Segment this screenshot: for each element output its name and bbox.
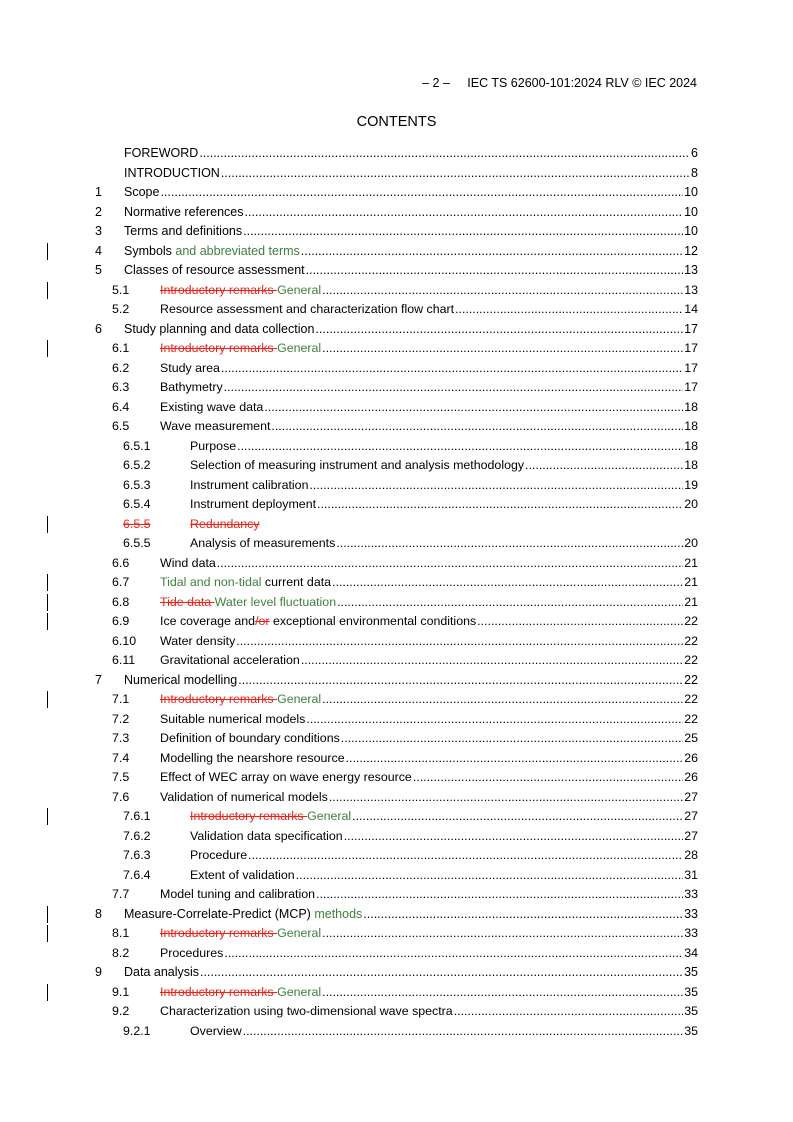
toc-entry-title bbox=[124, 963, 199, 983]
toc-entry-title bbox=[190, 437, 236, 457]
toc-entry-number: 6.5 bbox=[112, 419, 130, 433]
toc-entry[interactable] bbox=[95, 242, 698, 262]
toc-entry-number: 6.5.4 bbox=[123, 497, 151, 511]
toc-entry-page-number: 17 bbox=[684, 341, 698, 355]
toc-entry[interactable] bbox=[95, 807, 698, 827]
toc-entry[interactable] bbox=[95, 398, 698, 418]
toc-entry[interactable] bbox=[95, 905, 698, 925]
deleted-text: Introductory remarks bbox=[160, 984, 278, 999]
toc-entry-page-number: 35 bbox=[684, 1004, 698, 1018]
dot-leader bbox=[322, 339, 683, 359]
toc-entry-number: 6.5.2 bbox=[123, 458, 151, 472]
title-text: Measure-Correlate-Predict (MCP) bbox=[124, 906, 315, 921]
dot-leader bbox=[477, 612, 683, 632]
toc-entry-page-number: 35 bbox=[684, 984, 698, 999]
title-text: Modelling the nearshore resource bbox=[160, 750, 345, 765]
toc-entry-title bbox=[124, 144, 198, 164]
inserted-text: General bbox=[277, 341, 322, 355]
dot-leader bbox=[271, 417, 683, 437]
toc-entry[interactable] bbox=[95, 944, 698, 964]
toc-entry-page-number: 33 bbox=[684, 926, 698, 940]
toc-entry-number: 7.6.2 bbox=[123, 828, 151, 843]
toc-entry-page-number: 25 bbox=[684, 731, 698, 745]
toc-entry-title bbox=[160, 612, 476, 632]
title-text: Data analysis bbox=[124, 965, 200, 979]
toc-entry[interactable] bbox=[95, 554, 698, 574]
toc-entry-title bbox=[160, 885, 315, 905]
toc-entry-title bbox=[190, 1022, 242, 1042]
toc-entry-number: 9.2 bbox=[112, 1004, 130, 1018]
dot-leader bbox=[309, 476, 683, 496]
title-text: Purpose bbox=[190, 438, 237, 453]
toc-entry-page-number: 10 bbox=[684, 224, 698, 238]
toc-entry[interactable] bbox=[95, 203, 698, 223]
toc-entry[interactable] bbox=[95, 339, 698, 359]
title-text: Instrument deployment bbox=[190, 497, 317, 511]
change-bar bbox=[47, 984, 48, 1001]
change-bar bbox=[47, 340, 48, 357]
deleted-text: /or bbox=[255, 614, 270, 628]
toc-entry[interactable] bbox=[95, 632, 698, 652]
inserted-text: Water level fluctuation bbox=[214, 594, 337, 609]
dot-leader bbox=[337, 593, 683, 613]
toc-entry[interactable] bbox=[95, 846, 698, 866]
toc-entry-page-number: 12 bbox=[684, 243, 698, 258]
dot-leader bbox=[322, 924, 683, 944]
toc-entry[interactable] bbox=[95, 924, 698, 944]
toc-entry[interactable] bbox=[95, 885, 698, 905]
toc-entry-number: 7.4 bbox=[112, 750, 130, 765]
toc-entry-title bbox=[190, 515, 260, 535]
change-bar bbox=[47, 516, 48, 533]
toc-entry[interactable] bbox=[95, 963, 698, 983]
toc-entry-title bbox=[160, 573, 331, 593]
dot-leader bbox=[363, 905, 683, 925]
dot-leader bbox=[329, 788, 683, 808]
toc-entry-number: 8.2 bbox=[112, 945, 130, 960]
toc-entry-title bbox=[160, 924, 321, 944]
toc-entry-number: 7 bbox=[95, 672, 102, 687]
toc-entry[interactable] bbox=[95, 417, 698, 437]
inserted-text: and abbreviated terms bbox=[175, 243, 300, 258]
toc-entry-page-number: 22 bbox=[684, 653, 698, 667]
change-bar bbox=[47, 574, 48, 591]
toc-entry-number: 6.5.3 bbox=[123, 477, 151, 492]
toc-entry-page-number: 27 bbox=[684, 809, 698, 823]
toc-entry-title bbox=[160, 417, 270, 437]
toc-entry-page-number: 8 bbox=[691, 165, 698, 180]
toc-entry-title bbox=[124, 905, 362, 925]
toc-entry-title bbox=[160, 281, 321, 301]
title-text: Existing wave data bbox=[160, 399, 264, 414]
toc-entry-title bbox=[160, 729, 340, 749]
toc-entry-number: 5 bbox=[95, 263, 102, 277]
toc-entry[interactable] bbox=[95, 651, 698, 671]
toc-entry-title bbox=[160, 710, 305, 730]
dot-leader bbox=[224, 944, 683, 964]
toc-entry-title bbox=[190, 456, 524, 476]
toc-entry-page-number: 22 bbox=[684, 692, 698, 706]
title-text: Scope bbox=[124, 185, 160, 199]
dot-leader bbox=[332, 573, 683, 593]
dot-leader bbox=[296, 866, 684, 886]
dot-leader bbox=[315, 320, 683, 340]
dot-leader bbox=[346, 749, 684, 769]
toc-entry-page-number: 21 bbox=[684, 594, 698, 609]
title-text: Symbols bbox=[124, 243, 176, 258]
toc-entry-number: 7.5 bbox=[112, 770, 130, 784]
toc-entry-number: 9.1 bbox=[112, 984, 130, 999]
toc-entry-title bbox=[160, 378, 223, 398]
dot-leader bbox=[306, 261, 683, 281]
toc-entry-page-number: 26 bbox=[684, 750, 698, 765]
title-text: Numerical modelling bbox=[124, 672, 238, 687]
dot-leader bbox=[344, 827, 684, 847]
toc-entry[interactable] bbox=[95, 359, 698, 379]
toc-entry-number: 5.1 bbox=[112, 282, 130, 297]
inserted-text: General bbox=[277, 984, 322, 999]
toc-entry[interactable] bbox=[95, 768, 698, 788]
toc-entry-page-number: 13 bbox=[684, 282, 698, 297]
change-bar bbox=[47, 808, 48, 825]
toc-entry-title bbox=[160, 983, 321, 1003]
title-text: FOREWORD bbox=[124, 146, 199, 160]
toc-entry[interactable] bbox=[95, 437, 698, 457]
toc-entry[interactable] bbox=[95, 573, 698, 593]
dot-leader bbox=[160, 183, 683, 203]
dot-leader bbox=[352, 807, 683, 827]
title-text: Suitable numerical models bbox=[160, 711, 306, 726]
toc-entry[interactable] bbox=[95, 710, 698, 730]
title-text: Gravitational acceleration bbox=[160, 653, 300, 667]
inserted-text: methods bbox=[314, 906, 363, 921]
toc-entry-number: 8 bbox=[95, 906, 102, 921]
title-text: INTRODUCTION bbox=[124, 165, 220, 180]
toc-entry-page-number: 22 bbox=[684, 711, 698, 726]
dot-leader bbox=[217, 554, 683, 574]
dot-leader bbox=[322, 690, 683, 710]
toc-entry-number: 9.2.1 bbox=[123, 1023, 151, 1038]
toc-entry-page-number: 19 bbox=[684, 477, 698, 492]
toc-entry-title bbox=[160, 398, 263, 418]
toc-entry-number: 6.4 bbox=[112, 399, 130, 414]
deleted-text: Tide data bbox=[160, 594, 215, 609]
toc-entry-page-number: 20 bbox=[684, 536, 698, 550]
toc-entry-title bbox=[190, 476, 308, 496]
title-text: Validation data specification bbox=[190, 828, 343, 843]
toc-entry-title bbox=[124, 222, 242, 242]
deleted-text: Introductory remarks bbox=[160, 282, 278, 297]
toc-entry-title bbox=[160, 632, 235, 652]
toc-entry-title bbox=[124, 671, 237, 691]
toc-entry[interactable] bbox=[95, 300, 698, 320]
title-text: Characterization using two-dimensional wave spectra bbox=[160, 1004, 453, 1018]
title-text: Model tuning and calibration bbox=[160, 887, 315, 901]
toc-entry-number: 6.9 bbox=[112, 614, 130, 628]
toc-entry[interactable] bbox=[95, 593, 698, 613]
dot-leader bbox=[317, 495, 683, 515]
toc-entry-page-number: 20 bbox=[684, 497, 698, 511]
toc-entry[interactable] bbox=[95, 515, 698, 535]
toc-entry-page-number: 26 bbox=[684, 770, 698, 784]
toc-entry-number: 7.6 bbox=[112, 789, 130, 804]
toc-entry[interactable] bbox=[95, 983, 698, 1003]
running-header: – 2 – IEC TS 62600-101:2024 RLV © IEC 2024 bbox=[422, 76, 697, 90]
toc-entry-title bbox=[160, 554, 216, 574]
toc-entry[interactable] bbox=[95, 183, 698, 203]
toc-entry-page-number: 27 bbox=[684, 828, 698, 843]
dot-leader bbox=[238, 671, 683, 691]
toc-entry-number: 7.7 bbox=[112, 887, 130, 901]
toc-entry[interactable] bbox=[95, 729, 698, 749]
toc-entry[interactable] bbox=[95, 866, 698, 886]
toc-entry[interactable] bbox=[95, 378, 698, 398]
toc-entry-title bbox=[160, 768, 412, 788]
toc-entry-number: 7.6.1 bbox=[123, 809, 151, 823]
toc-entry-page-number: 10 bbox=[684, 204, 698, 219]
toc-entry-number: 7.2 bbox=[112, 711, 130, 726]
toc-entry-number: 6.11 bbox=[112, 653, 136, 667]
toc-entry-number: 6.8 bbox=[112, 594, 130, 609]
toc-entry-title bbox=[160, 1002, 453, 1022]
title-text: Instrument calibration bbox=[190, 477, 309, 492]
toc-entry-title bbox=[124, 164, 220, 184]
toc-entry-number: 6.5.5 bbox=[123, 536, 151, 550]
change-bar bbox=[47, 691, 48, 708]
toc-entry-page-number: 33 bbox=[684, 906, 698, 921]
toc-entry-page-number: 27 bbox=[684, 789, 698, 804]
toc-entry-title bbox=[160, 944, 223, 964]
toc-entry-number: 6.5.5 bbox=[123, 516, 151, 531]
toc-entry-page-number: 34 bbox=[684, 945, 698, 960]
toc-entry-number: 7.6.4 bbox=[123, 867, 151, 882]
toc-entry-number: 2 bbox=[95, 204, 102, 219]
toc-entry[interactable] bbox=[95, 261, 698, 281]
dot-leader bbox=[224, 378, 684, 398]
toc-entry-number: 6.10 bbox=[112, 633, 137, 648]
inserted-text: General bbox=[277, 692, 322, 706]
toc-entry[interactable] bbox=[95, 612, 698, 632]
toc-entry-page-number: 18 bbox=[684, 419, 698, 433]
title-text: Validation of numerical models bbox=[160, 789, 328, 804]
toc-entry-title bbox=[160, 690, 321, 710]
toc-entry-number: 7.1 bbox=[112, 692, 130, 706]
dot-leader bbox=[221, 359, 683, 379]
title-text: Effect of WEC array on wave energy resource bbox=[160, 770, 412, 784]
inserted-text: General bbox=[277, 926, 322, 940]
change-bar bbox=[47, 613, 48, 630]
toc-entry-number: 9 bbox=[95, 965, 102, 979]
toc-entry-title bbox=[190, 846, 247, 866]
inserted-text: Tidal and non-tidal bbox=[160, 575, 262, 589]
toc-entry-number: 7.6.3 bbox=[123, 848, 151, 862]
page-title: CONTENTS bbox=[356, 114, 437, 130]
title-text: Terms and definitions bbox=[124, 224, 243, 238]
dot-leader bbox=[248, 846, 683, 866]
toc-entry-number: 6.6 bbox=[112, 555, 130, 570]
toc-entry-page-number: 33 bbox=[684, 887, 698, 901]
dot-leader bbox=[301, 242, 683, 262]
title-text: Resource assessment and characterization flow chart bbox=[160, 302, 455, 316]
dot-leader bbox=[200, 963, 683, 983]
dot-leader bbox=[322, 281, 683, 301]
title-text: Procedures bbox=[160, 945, 224, 960]
toc-entry[interactable] bbox=[95, 144, 698, 164]
dot-leader bbox=[264, 398, 683, 418]
dot-leader bbox=[322, 983, 683, 1003]
toc-entry[interactable] bbox=[95, 456, 698, 476]
toc-entry-number: 1 bbox=[95, 185, 102, 199]
dot-leader bbox=[455, 300, 683, 320]
title-text: Extent of validation bbox=[190, 867, 295, 882]
toc-entry-page-number: 22 bbox=[684, 614, 698, 628]
toc-entry-title bbox=[190, 827, 343, 847]
toc-entry-title bbox=[160, 788, 328, 808]
toc-entry-number: 6.3 bbox=[112, 380, 130, 394]
dot-leader bbox=[301, 651, 683, 671]
change-bar bbox=[47, 282, 48, 299]
toc-entry-page-number: 18 bbox=[684, 438, 698, 453]
title-text: current data bbox=[261, 575, 332, 589]
change-bar bbox=[47, 594, 48, 611]
dot-leader bbox=[199, 144, 690, 164]
toc-entry-page-number: 35 bbox=[684, 1023, 698, 1038]
toc-entry-title bbox=[160, 300, 454, 320]
dot-leader bbox=[454, 1002, 684, 1022]
change-bar bbox=[47, 906, 48, 923]
toc-entry[interactable] bbox=[95, 749, 698, 769]
title-text: Bathymetry bbox=[160, 380, 223, 394]
toc-entry-title bbox=[190, 866, 295, 886]
title-text: Normative references bbox=[124, 204, 244, 219]
change-bar bbox=[47, 925, 48, 942]
title-text: Wind data bbox=[160, 555, 216, 570]
dot-leader bbox=[245, 203, 684, 223]
toc-entry-number: 7.3 bbox=[112, 731, 130, 745]
toc-entry-page-number: 17 bbox=[684, 360, 698, 375]
toc-entry[interactable] bbox=[95, 788, 698, 808]
title-text: Study planning and data collection bbox=[124, 321, 315, 336]
toc-entry[interactable] bbox=[95, 1002, 698, 1022]
toc-entry-title bbox=[124, 242, 300, 262]
toc-entry[interactable] bbox=[95, 164, 698, 184]
toc-entry-number: 6 bbox=[95, 321, 102, 336]
toc-entry-page-number: 21 bbox=[684, 575, 698, 589]
toc-entry-page-number: 14 bbox=[684, 302, 698, 316]
dot-leader bbox=[237, 437, 683, 457]
toc-entry-page-number: 18 bbox=[684, 399, 698, 414]
toc-entry-page-number: 28 bbox=[684, 848, 698, 862]
inserted-text: General bbox=[307, 809, 352, 823]
dot-leader bbox=[243, 222, 683, 242]
toc-entry-page-number: 22 bbox=[684, 672, 698, 687]
toc-entry[interactable] bbox=[95, 476, 698, 496]
toc-entry-page-number: 18 bbox=[684, 458, 698, 472]
dot-leader bbox=[316, 885, 683, 905]
toc-entry[interactable] bbox=[95, 222, 698, 242]
toc-entry-page-number: 10 bbox=[684, 185, 698, 199]
toc-entry[interactable] bbox=[95, 671, 698, 691]
title-text: Water density bbox=[160, 633, 236, 648]
toc-entry-number: 3 bbox=[95, 224, 102, 238]
deleted-text: Introductory remarks bbox=[160, 341, 278, 355]
change-bar bbox=[47, 243, 48, 260]
dot-leader bbox=[243, 1022, 684, 1042]
toc-entry-number: 6.1 bbox=[112, 341, 130, 355]
toc-entry-title bbox=[160, 593, 336, 613]
title-text: Definition of boundary conditions bbox=[160, 731, 340, 745]
deleted-text: Introductory remarks bbox=[160, 926, 278, 940]
toc-entry-title bbox=[160, 339, 321, 359]
toc-entry[interactable] bbox=[95, 690, 698, 710]
toc-entry-title bbox=[160, 651, 300, 671]
title-text: Ice coverage and bbox=[160, 614, 256, 628]
toc-entry-page-number: 17 bbox=[684, 380, 698, 394]
toc-entry-number: 5.2 bbox=[112, 302, 130, 316]
dot-leader bbox=[221, 164, 690, 184]
toc-entry-number: 6.7 bbox=[112, 575, 130, 589]
inserted-text: General bbox=[277, 282, 322, 297]
dot-leader bbox=[341, 729, 683, 749]
toc-entry-title bbox=[124, 261, 305, 281]
toc-entry-title bbox=[160, 749, 345, 769]
toc-entry[interactable] bbox=[95, 495, 698, 515]
title-text: Analysis of measurements bbox=[190, 536, 336, 550]
toc-entry-page-number: 17 bbox=[684, 321, 698, 336]
toc-entry-title bbox=[160, 359, 220, 379]
title-text: Selection of measuring instrument and analysis methodology bbox=[190, 458, 525, 472]
toc-entry[interactable] bbox=[95, 320, 698, 340]
toc-entry-title bbox=[124, 320, 314, 340]
dot-leader bbox=[306, 710, 683, 730]
title-text: Procedure bbox=[190, 848, 248, 862]
toc-entry[interactable] bbox=[95, 534, 698, 554]
toc-entry-number: 4 bbox=[95, 243, 102, 258]
toc-entry-title bbox=[124, 183, 159, 203]
toc-entry-page-number: 6 bbox=[691, 146, 698, 160]
toc-entry-page-number: 22 bbox=[684, 633, 698, 648]
toc-entry[interactable] bbox=[95, 281, 698, 301]
title-text: Overview bbox=[190, 1023, 242, 1038]
title-text: Wave measurement bbox=[160, 419, 271, 433]
deleted-text: Redundancy bbox=[190, 516, 260, 531]
toc-entry-title bbox=[190, 495, 316, 515]
dot-leader bbox=[413, 768, 683, 788]
toc-entry-title bbox=[190, 807, 351, 827]
dot-leader bbox=[336, 534, 683, 554]
table-of-contents bbox=[95, 144, 698, 1041]
dot-leader bbox=[236, 632, 683, 652]
deleted-text: Introductory remarks bbox=[160, 692, 278, 706]
dot-leader bbox=[525, 456, 683, 476]
toc-entry-page-number: 35 bbox=[684, 965, 698, 979]
toc-entry-page-number: 31 bbox=[684, 867, 698, 882]
toc-entry[interactable] bbox=[95, 1022, 698, 1042]
toc-entry-page-number: 21 bbox=[684, 555, 698, 570]
toc-entry[interactable] bbox=[95, 827, 698, 847]
toc-entry-number: 6.2 bbox=[112, 360, 130, 375]
toc-entry-number: 6.5.1 bbox=[123, 438, 151, 453]
toc-entry-number: 8.1 bbox=[112, 926, 130, 940]
toc-entry-page-number: 13 bbox=[684, 263, 698, 277]
toc-entry-title bbox=[124, 203, 244, 223]
toc-entry-title bbox=[190, 534, 335, 554]
deleted-text: Introductory remarks bbox=[190, 809, 308, 823]
title-text: Study area bbox=[160, 360, 220, 375]
title-text: exceptional environmental conditions bbox=[269, 614, 477, 628]
title-text: Classes of resource assessment bbox=[124, 263, 305, 277]
